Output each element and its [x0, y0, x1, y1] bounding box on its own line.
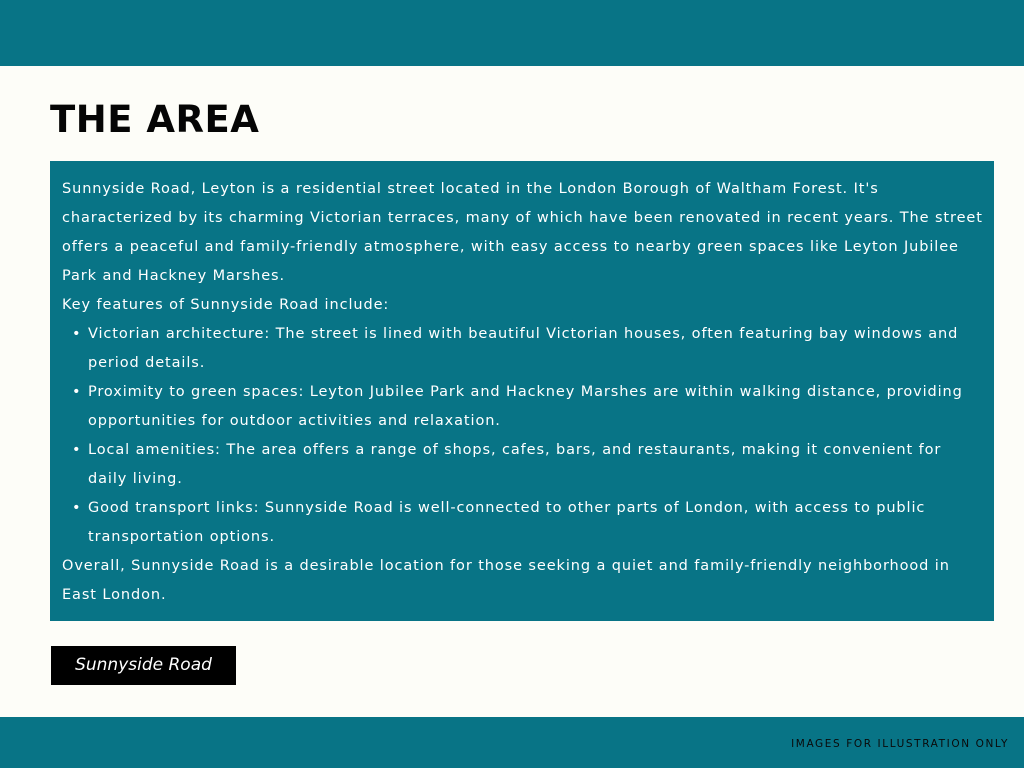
page-title: THE AREA — [50, 98, 260, 141]
bullet-icon: • — [72, 384, 82, 400]
features-list — [62, 320, 983, 552]
description-panel — [50, 161, 994, 621]
feature-text: Local amenities: The area offers a range of shops, cafes, bars, and restaurants, making it convenient for daily living. — [88, 442, 942, 487]
bullet-icon: • — [72, 326, 82, 342]
list-item — [72, 378, 983, 436]
feature-text: Proximity to green spaces: Leyton Jubilee Park and Hackney Marshes are within walking distance, providing opportunities for outdoor activities and relaxation. — [88, 384, 963, 429]
features-heading: Key features of Sunnyside Road include: — [62, 297, 390, 313]
street-name-tag: Sunnyside Road — [51, 646, 236, 685]
list-item — [72, 494, 983, 552]
bullet-icon: • — [72, 500, 82, 516]
intro-paragraph: Sunnyside Road, Leyton is a residential street located in the London Borough of Waltham Forest. It's characterized by its charming Victorian terraces, many of which have been renovated in recent years. The street offers a peaceful and family-friendly atmosphere, with easy access to nearby green spaces like Leyton Jubilee Park and Hackney Marshes. — [62, 181, 983, 284]
list-item — [72, 320, 983, 378]
disclaimer-text: IMAGES FOR ILLUSTRATION ONLY — [791, 738, 1009, 750]
list-item — [72, 436, 983, 494]
top-band — [0, 0, 1024, 66]
conclusion-paragraph: Overall, Sunnyside Road is a desirable location for those seeking a quiet and family-friendly neighborhood in East London. — [62, 558, 950, 603]
bullet-icon: • — [72, 442, 82, 458]
feature-text: Good transport links: Sunnyside Road is well-connected to other parts of London, with access to public transportation options. — [88, 500, 926, 545]
feature-text: Victorian architecture: The street is lined with beautiful Victorian houses, often featuring bay windows and period details. — [88, 326, 959, 371]
